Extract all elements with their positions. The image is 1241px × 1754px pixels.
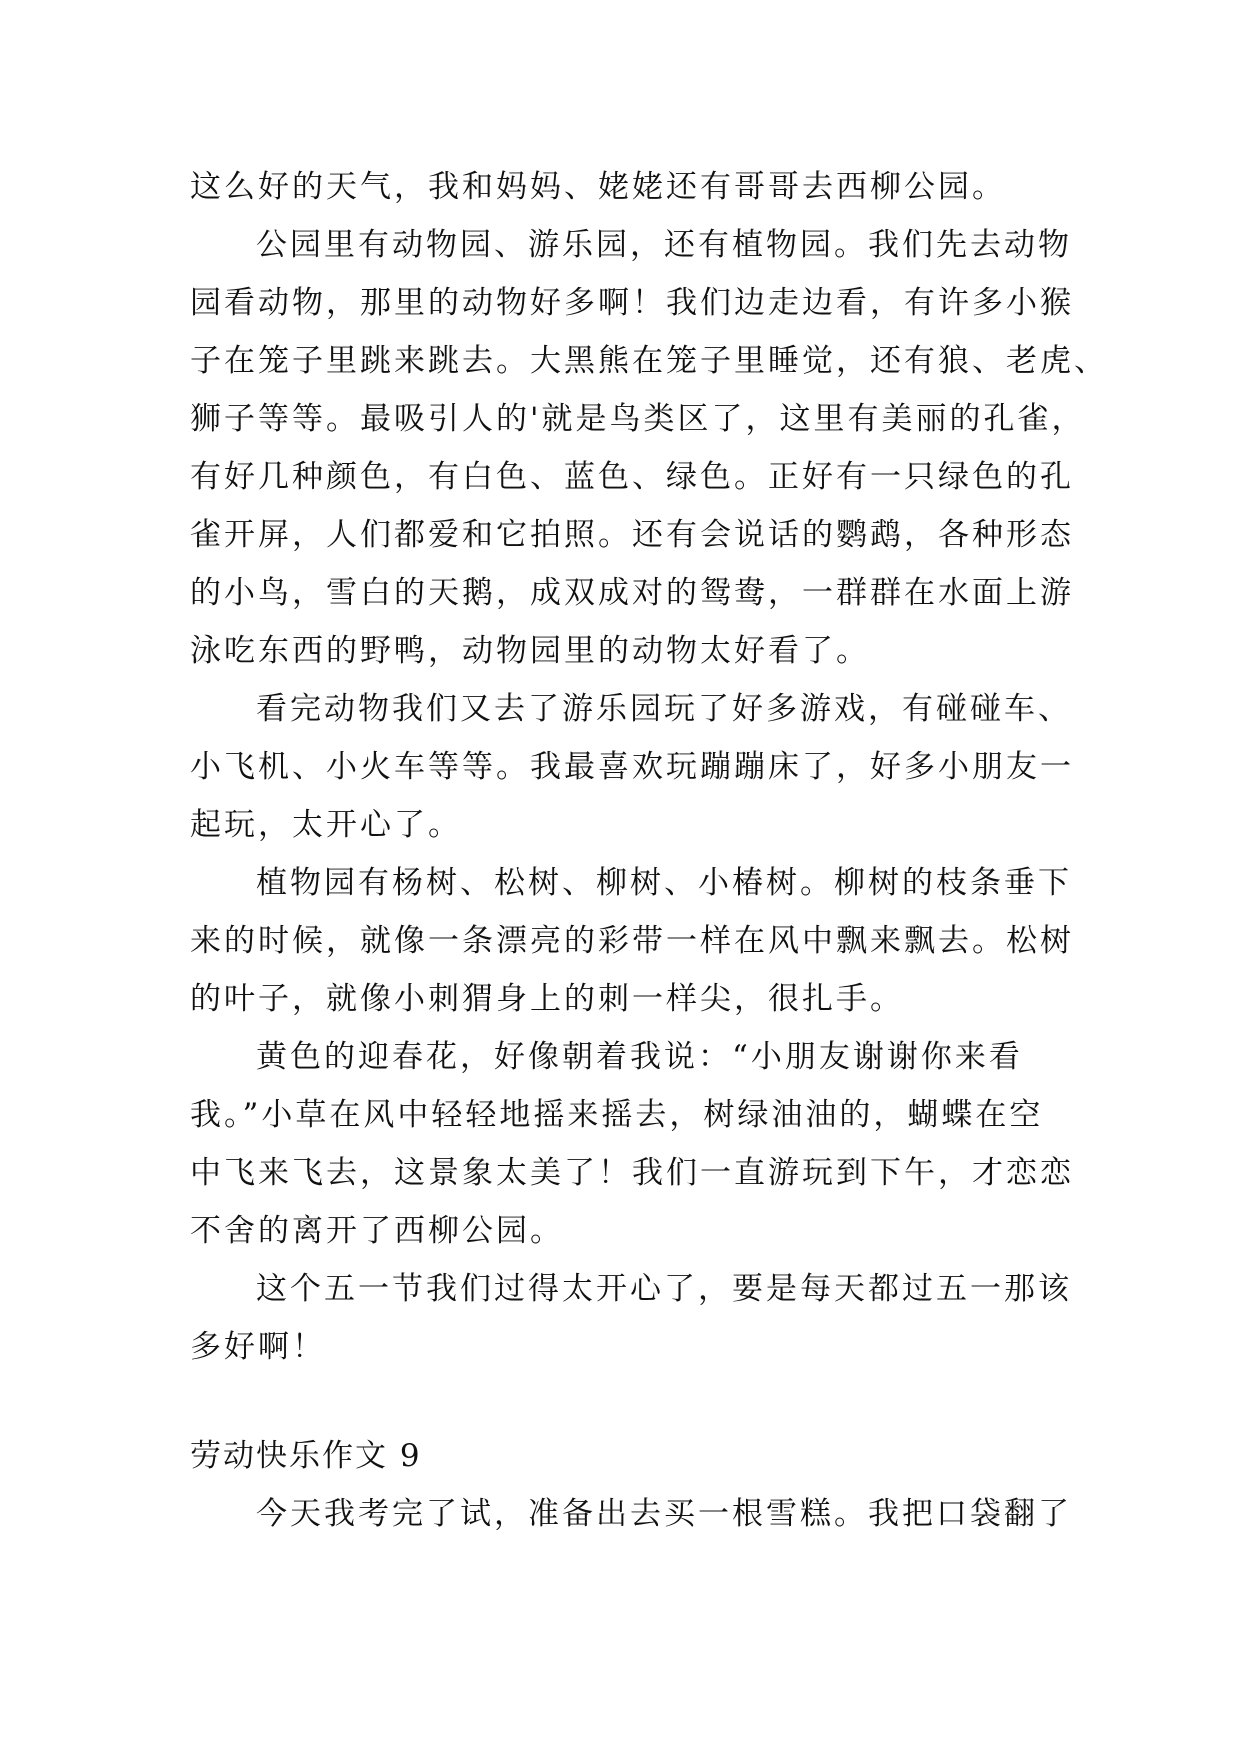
text-line: 的小鸟，雪白的天鹅，成双成对的鸳鸯，一群群在水面上游 <box>190 575 1074 611</box>
text-line: 小飞机、小火车等等。我最喜欢玩蹦蹦床了，好多小朋友一 <box>190 749 1074 785</box>
text-line: 公园里有动物园、游乐园，还有植物园。我们先去动物 <box>256 227 1072 263</box>
text-line: 有好几种颜色，有白色、蓝色、绿色。正好有一只绿色的孔 <box>190 459 1074 495</box>
text-line: 看完动物我们又去了游乐园玩了好多游戏，有碰碰车、 <box>256 691 1072 727</box>
text-line: 园看动物，那里的动物好多啊！我们边走边看，有许多小猴 <box>190 285 1074 321</box>
text-line: 今天我考完了试，准备出去买一根雪糕。我把口袋翻了 <box>256 1496 1072 1532</box>
text-line: 雀开屏，人们都爱和它拍照。还有会说话的鹦鹉，各种形态 <box>190 517 1074 553</box>
text-line: 这个五一节我们过得太开心了，要是每天都过五一那该 <box>256 1271 1072 1307</box>
text-line: 黄色的迎春花，好像朝着我说：“小朋友谢谢你来看 <box>256 1039 1023 1075</box>
text-line: 我。”小草在风中轻轻地摇来摇去，树绿油油的，蝴蝶在空 <box>190 1097 1044 1133</box>
text-line: 中飞来飞去，这景象太美了！我们一直游玩到下午，才恋恋 <box>190 1155 1074 1191</box>
text-line: 狮子等等。最吸引人的'就是鸟类区了，这里有美丽的孔雀， <box>190 401 1086 437</box>
text-line: 起玩，太开心了。 <box>190 807 462 843</box>
text-line: 子在笼子里跳来跳去。大黑熊在笼子里睡觉，还有狼、老虎、 <box>190 343 1108 379</box>
text-line: 这么好的天气，我和妈妈、姥姥还有哥哥去西柳公园。 <box>190 169 1006 205</box>
text-line: 植物园有杨树、松树、柳树、小椿树。柳树的枝条垂下 <box>256 865 1072 901</box>
text-line: 不舍的离开了西柳公园。 <box>190 1213 564 1249</box>
text-line: 来的时候，就像一条漂亮的彩带一样在风中飘来飘去。松树 <box>190 923 1074 959</box>
section-title: 劳动快乐作文 9 <box>190 1438 422 1474</box>
text-line: 泳吃东西的野鸭，动物园里的动物太好看了。 <box>190 633 870 669</box>
text-line: 多好啊！ <box>190 1329 326 1365</box>
text-line: 的叶子，就像小刺猬身上的刺一样尖，很扎手。 <box>190 981 904 1017</box>
